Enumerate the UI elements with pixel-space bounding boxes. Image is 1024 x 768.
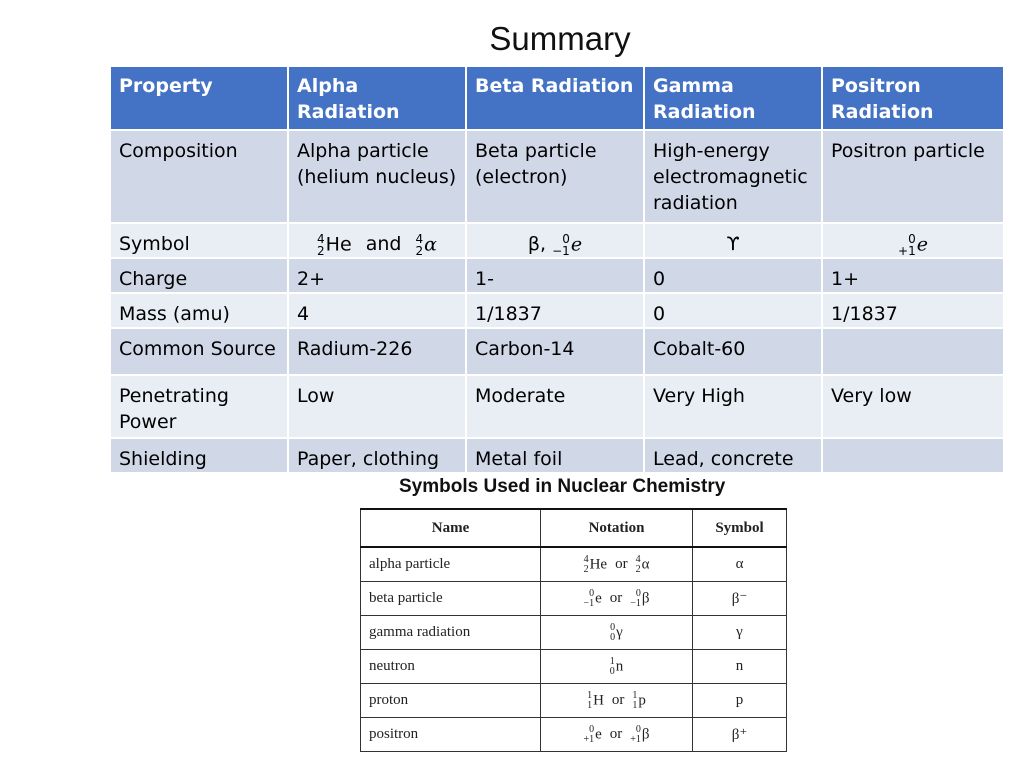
atomic-number: 1	[632, 699, 638, 711]
symbols-row	[361, 718, 787, 752]
symbol-value: α	[693, 547, 787, 582]
symbols-row	[361, 616, 787, 650]
mass-number: 0	[610, 621, 616, 633]
cell-property: Common Source	[110, 328, 288, 375]
header-symbol: Symbol	[693, 509, 787, 547]
cell-gamma-symbol	[644, 223, 822, 258]
cell-alpha-symbol	[288, 223, 466, 258]
cell-alpha: 2+	[288, 258, 466, 293]
cell-beta-symbol	[466, 223, 644, 258]
notation-primary	[610, 623, 623, 643]
header-name: Name	[361, 509, 541, 547]
row-symbol	[110, 223, 1004, 258]
element-symbol: e	[595, 590, 602, 606]
symbols-row	[361, 684, 787, 718]
cell-gamma: 0	[644, 293, 822, 328]
cell-positron	[822, 438, 1004, 473]
notation-joiner: or	[615, 555, 628, 572]
symbol-notation	[541, 582, 693, 616]
row-penetrating-power	[110, 375, 1004, 438]
notation-joiner: or	[609, 589, 623, 606]
notation-primary	[584, 555, 608, 575]
element-symbol: α	[641, 556, 650, 572]
atomic-number: +1	[630, 733, 641, 745]
cell-gamma: Very High	[644, 375, 822, 438]
symbol-name: alpha particle	[361, 547, 541, 582]
alpha-joiner: and	[365, 233, 402, 255]
alpha-helium-notation: 4 2 He	[317, 231, 352, 258]
symbols-header-row	[361, 509, 787, 547]
cell-alpha: Low	[288, 375, 466, 438]
atomic-number: 0	[609, 665, 615, 677]
summary-header-row	[110, 66, 1004, 130]
symbols-row	[361, 582, 787, 616]
notation-primary	[587, 691, 604, 711]
row-charge	[110, 258, 1004, 293]
atomic-number: 2	[635, 563, 641, 575]
cell-beta: 1/1837	[466, 293, 644, 328]
element-symbol: β	[641, 726, 650, 742]
positron-notation: 0 +1 e	[898, 231, 928, 258]
header-notation: Notation	[541, 509, 693, 547]
element-symbol: β	[641, 590, 650, 606]
cell-beta: Carbon-14	[466, 328, 644, 375]
row-composition	[110, 130, 1004, 223]
mass-number: 1	[632, 689, 638, 701]
beta-electron-notation: 0 −1 e	[552, 231, 583, 258]
symbol-notation	[541, 684, 693, 718]
mass-number: 1	[587, 689, 593, 701]
symbol-name: positron	[361, 718, 541, 752]
element-symbol: e	[595, 726, 602, 742]
header-positron: Positron Radiation	[822, 66, 1004, 130]
row-common-source	[110, 328, 1004, 375]
element-symbol: γ	[616, 624, 623, 640]
cell-beta: Metal foil	[466, 438, 644, 473]
atomic-number: −1	[583, 597, 595, 609]
symbol-notation	[541, 718, 693, 752]
cell-positron-symbol	[822, 223, 1004, 258]
atomic-number: 1	[587, 699, 593, 711]
alpha-symbol-notation: 4 2 α	[415, 231, 437, 258]
cell-alpha: Radium-226	[288, 328, 466, 375]
mass-number: 4	[583, 553, 589, 565]
cell-property: Penetrating Power	[110, 375, 288, 438]
notation-joiner: or	[611, 691, 625, 708]
atomic-number: 0	[610, 631, 616, 643]
notation-primary	[583, 589, 601, 609]
symbol-value: p	[693, 684, 787, 718]
atomic-number: +1	[583, 733, 595, 745]
row-mass	[110, 293, 1004, 328]
header-beta: Beta Radiation	[466, 66, 644, 130]
mass-number: 0	[635, 587, 641, 599]
symbol-value: γ	[693, 616, 787, 650]
cell-gamma: Lead, concrete	[644, 438, 822, 473]
mass-number: 4	[635, 553, 641, 565]
symbol-notation	[541, 616, 693, 650]
cell-beta: Beta particle (electron)	[466, 130, 644, 223]
cell-positron: 1+	[822, 258, 1004, 293]
notation-alternate	[636, 555, 650, 575]
element-symbol: n	[615, 658, 624, 674]
cell-alpha: Paper, clothing	[288, 438, 466, 473]
cell-gamma: High-energy electromagnetic radiation	[644, 130, 822, 223]
cell-property: Symbol	[110, 223, 288, 258]
cell-property: Charge	[110, 258, 288, 293]
cell-beta: Moderate	[466, 375, 644, 438]
mass-number: 0	[589, 723, 595, 735]
cell-property: Mass (amu)	[110, 293, 288, 328]
header-alpha: Alpha Radiation	[288, 66, 466, 130]
element-symbol: H	[593, 692, 604, 708]
row-shielding	[110, 438, 1004, 473]
element-symbol: He	[589, 556, 608, 572]
symbol-name: neutron	[361, 650, 541, 684]
header-gamma: Gamma Radiation	[644, 66, 822, 130]
notation-primary	[583, 725, 601, 745]
nuclear-symbols-table	[360, 508, 787, 752]
cell-gamma: Cobalt-60	[644, 328, 822, 375]
cell-alpha: Alpha particle (helium nucleus)	[288, 130, 466, 223]
symbol-value: β⁺	[693, 718, 787, 752]
mass-number: 1	[609, 655, 615, 667]
notation-primary	[610, 657, 624, 677]
cell-positron: Positron particle	[822, 130, 1004, 223]
mass-number: 0	[635, 723, 641, 735]
gamma-symbol: ϒ	[726, 233, 740, 255]
radiation-summary-table	[109, 65, 1005, 474]
header-property: Property	[110, 66, 288, 130]
symbol-value: β⁻	[693, 582, 787, 616]
symbol-value: n	[693, 650, 787, 684]
cell-beta: 1-	[466, 258, 644, 293]
atomic-number: 2	[583, 563, 589, 575]
notation-joiner: or	[609, 725, 623, 742]
symbols-table-body	[361, 547, 787, 752]
mass-number: 0	[589, 587, 595, 599]
element-symbol: p	[638, 692, 646, 708]
beta-prefix: β,	[527, 233, 547, 255]
symbol-notation	[541, 547, 693, 582]
cell-gamma: 0	[644, 258, 822, 293]
page-title: Summary	[489, 20, 631, 57]
cell-positron: 1/1837	[822, 293, 1004, 328]
notation-alternate	[630, 589, 649, 609]
symbol-notation	[541, 650, 693, 684]
symbol-name: proton	[361, 684, 541, 718]
atomic-number: −1	[630, 597, 641, 609]
symbol-name: beta particle	[361, 582, 541, 616]
cell-positron: Very low	[822, 375, 1004, 438]
cell-property: Shielding	[110, 438, 288, 473]
symbols-row	[361, 547, 787, 582]
cell-positron	[822, 328, 1004, 375]
notation-alternate	[630, 725, 649, 745]
symbol-name: gamma radiation	[361, 616, 541, 650]
cell-alpha: 4	[288, 293, 466, 328]
notation-alternate	[632, 691, 646, 711]
symbols-row	[361, 650, 787, 684]
cell-property: Composition	[110, 130, 288, 223]
symbols-table-title: Symbols Used in Nuclear Chemistry	[399, 476, 726, 497]
